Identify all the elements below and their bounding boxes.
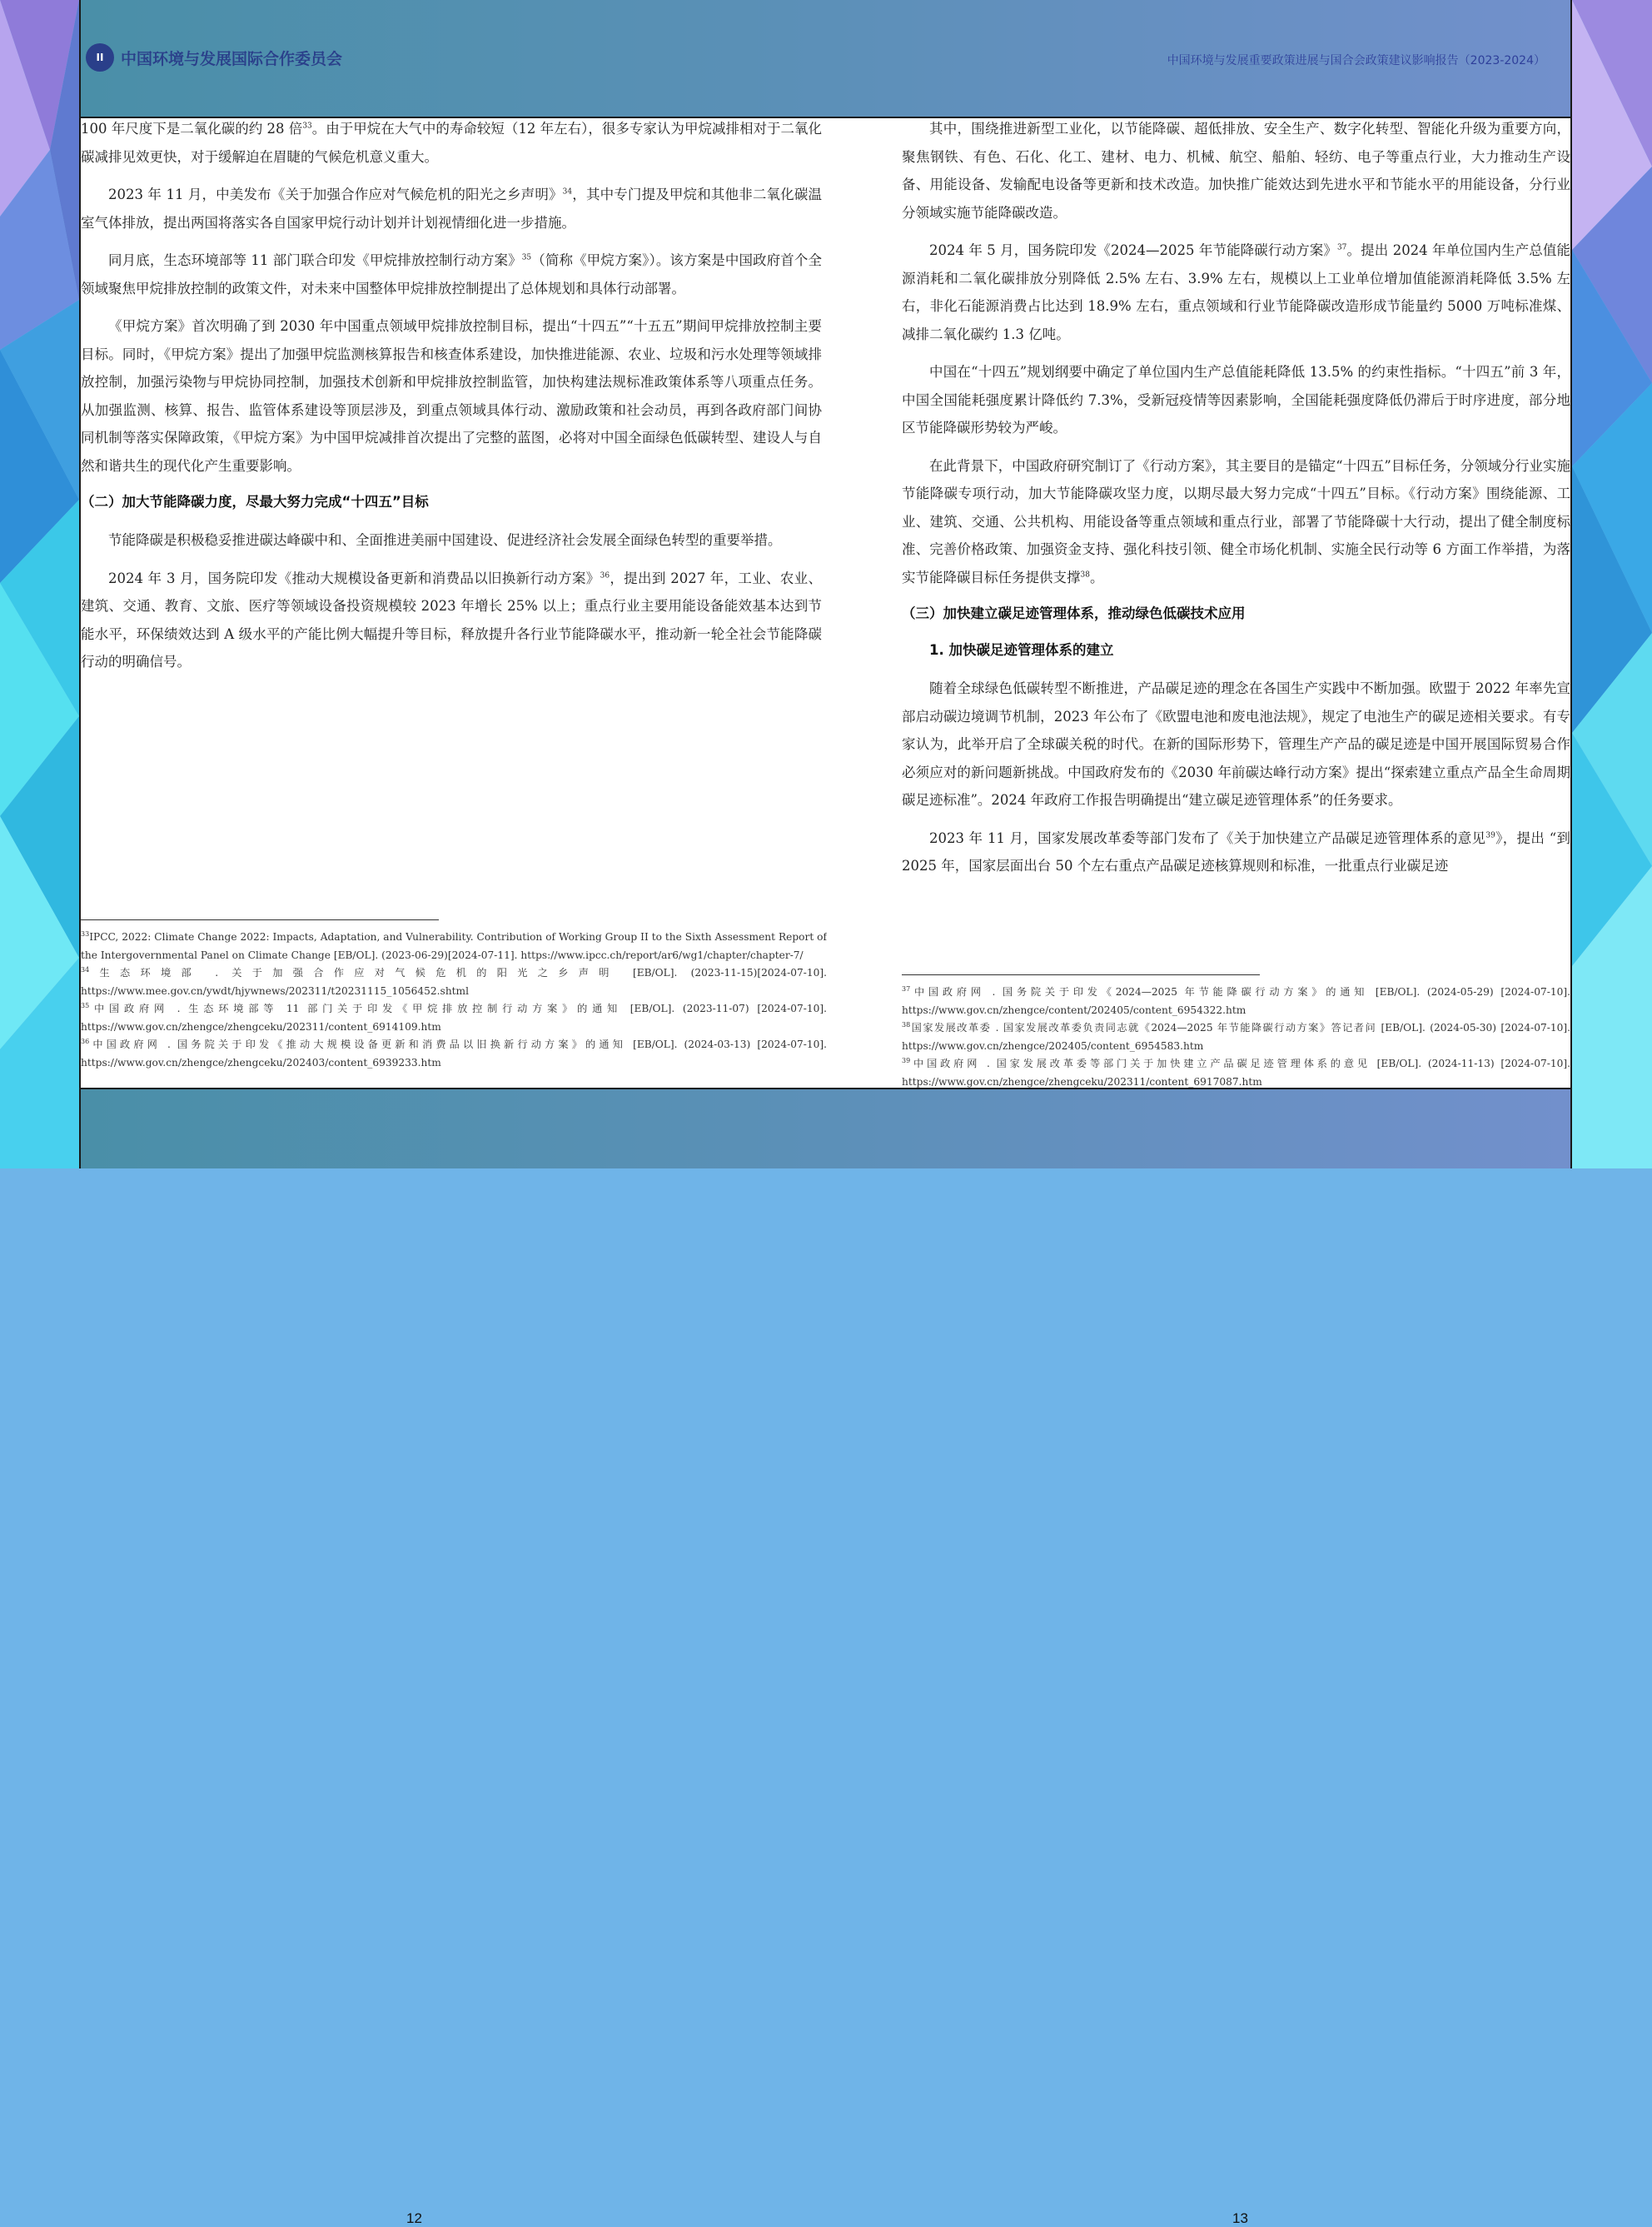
- text: 2024 年 3 月，国务院印发《推动大规模设备更新和消费品以旧换新行动方案》: [108, 570, 600, 586]
- footnote-number: 33: [81, 929, 90, 938]
- footnote-text: 生态环境部 . 关于加强合作应对气候危机的阳光之乡声明 [EB/OL]. (2023-11-15)[2024-07-10]. https://www.mee.gov.cn/ywdt/hjywnews/202311/t20231115_1056452.shtml: [81, 967, 827, 997]
- footnote: [81, 964, 827, 1000]
- text: 2023 年 11 月，国家发展改革委等部门发布了《关于加快建立产品碳足迹管理体系的意见: [929, 830, 1486, 846]
- cciced-logo-icon: II: [86, 43, 114, 72]
- text: 。: [1089, 569, 1104, 585]
- footnote-text: IPCC, 2022: Climate Change 2022: Impacts, Adaptation, and Vulnerability. Contribution of Working Group II to the Sixth Assessment Report of the Intergovernmental Panel on Climate Change [EB/OL]. (2023-06-29)[2024-07-11]. https://www.ipcc.ch/report/ar6/wg1/chapter/chapter-7/: [81, 931, 827, 961]
- footnote: [902, 1055, 1570, 1088]
- footnote: [81, 929, 827, 964]
- footnote-text: 中国政府网 . 国务院关于印发《2024—2025 年节能降碳行动方案》的通知 [EB/OL]. (2024-05-29) [2024-07-10]. https://www.gov.cn/zhengce/content/202405/content_6954322.htm: [902, 986, 1570, 1016]
- footnote-number: 35: [81, 1001, 90, 1009]
- paragraph: [902, 452, 1570, 592]
- text: 。提出 2024 年单位国内生产总值能源消耗和二氧化碳排放分别降低 2.5% 左右、3.9% 左右，规模以上工业单位增加值能源消耗降低 3.5% 左右，非化石能源消费占比达到 18.9% 左右，重点领域和行业节能降碳改造形成节能量约 5000 万吨标准煤、减排二氧化碳约 1.3 亿吨。: [902, 242, 1570, 342]
- text: 2023 年 11 月，中美发布《关于加强合作应对气候危机的阳光之乡声明》: [108, 187, 563, 202]
- section-heading: （二）加大节能降碳力度，尽最大努力完成“十四五”目标: [81, 494, 429, 510]
- paragraph: 随着全球绿色低碳转型不断推进，产品碳足迹的理念在各国生产实践中不断加强。欧盟于 2022 年率先宣部启动碳边境调节机制，2023 年公布了《欧盟电池和废电池法规》，规定了电池生产的碳足迹相关要求。有专家认为，此举开启了全球碳关税的时代。在新的国际形势下，管理生产产品的碳足迹是中国开展国际贸易合作必须应对的新问题新挑战。中国政府发布的《2030 年前碳达峰行动方案》提出“探索建立重点产品全生命周期碳足迹标准”。2024 年政府工作报告明确提出“建立碳足迹管理体系”的任务要求。: [902, 680, 1570, 808]
- paragraph: 其中，围绕推进新型工业化，以节能降碳、超低排放、安全生产、数字化转型、智能化升级为重要方向，聚焦钢铁、有色、石化、化工、建材、电力、机械、航空、船舶、轻纺、电子等重点行业，大力推动生产设备、用能设备、发输配电设备等更新和技术改造。加快推广能效达到先进水平和节能水平的用能设备，分行业分领域实施节能降碳改造。: [902, 121, 1570, 221]
- footnote-ref[interactable]: 34: [562, 187, 573, 197]
- subsection-heading: 1. 加快碳足迹管理体系的建立: [929, 642, 1114, 658]
- paragraph: [81, 247, 822, 302]
- left-page: [81, 118, 827, 1088]
- page-number-right: 13: [1232, 2210, 1248, 2226]
- paragraph: [902, 237, 1570, 348]
- page-header: [81, 0, 1570, 118]
- footnote-text: 中国政府网 . 国务院关于印发《推动大规模设备更新和消费品以旧换新行动方案》的通知 [EB/OL]. (2024-03-13) [2024-07-10]. https://www.gov.cn/zhengce/zhengceku/202403/content_6939233.htm: [81, 1039, 827, 1069]
- paragraph: 《甲烷方案》首次明确了到 2030 年中国重点领域甲烷排放控制目标，提出“十四五”“十五五”期间甲烷排放控制主要目标。同时，《甲烷方案》提出了加强甲烷监测核算报告和核查体系建设，加快推进能源、农业、垃圾和污水处理等领域排放控制，加强污染物与甲烷协同控制，加强技术创新和甲烷排放控制监管，加快构建法规标准政策体系等八项重点任务。从加强监测、核算、报告、监管体系建设等顶层涉及，到重点领域具体行动、激励政策和社会动员，再到各政府部门间协同机制等落实保障政策，《甲烷方案》为中国甲烷减排首次提出了完整的蓝图，必将对中国全面绿色低碳转型、建设人与自然和谐共生的现代化产生重要影响。: [81, 318, 822, 474]
- page-footer: [81, 1088, 1570, 2226]
- text: ，提出到 2027 年，工业、农业、建筑、交通、教育、文旅、医疗等领域设备投资规模较 2023 年增长 25% 以上；重点行业主要用能设备能效基本达到节能水平，环保绩效达到 A 级水平的产能比例大幅提升等目标，释放提升各行业节能降碳水平，推动新一轮全社会节能降碳行动的明确信号。: [81, 570, 822, 670]
- org-logo: [86, 43, 342, 72]
- footnote-ref[interactable]: 35: [521, 253, 532, 262]
- org-name: 中国环境与发展国际合作委员会: [121, 49, 343, 68]
- footnote: [902, 1019, 1570, 1055]
- paragraph: [81, 565, 822, 676]
- section-heading: （三）加快建立碳足迹管理体系，推动绿色低碳技术应用: [902, 605, 1246, 621]
- text: ，其中专门提及甲烷和其他非二氧化碳温室气体排放，提出两国将落实各自国家甲烷行动计划并计划视情细化进一步措施。: [81, 187, 822, 231]
- text-line: 100 年尺度下是二氧化碳的约 28 倍: [81, 121, 303, 137]
- footnote-ref[interactable]: 38: [1080, 570, 1090, 579]
- footnote: [81, 1000, 827, 1036]
- footnote-divider: [81, 919, 439, 920]
- footnote: [902, 984, 1570, 1019]
- footnote-ref[interactable]: 36: [600, 571, 610, 580]
- report-title: 中国环境与发展重要政策进展与国合会政策建议影响报告（2023-2024）: [1167, 54, 1545, 67]
- document-spread: [79, 0, 1572, 2226]
- footnote-number: 39: [902, 1056, 911, 1064]
- footnote-number: 37: [902, 984, 911, 993]
- text: 在此背景下，中国政府研究制订了《行动方案》，其主要目的是锚定“十四五”目标任务，分领域分行业实施节能降碳专项行动，加大节能降碳攻坚力度，以期尽最大努力完成“十四五”目标。《行动方案》围绕能源、工业、建筑、交通、公共机构、用能设备等重点领域和重点行业，部署了节能降碳十大行动，提出了健全制度标准、完善价格政策、加强资金支持、强化科技引领、健全市场化机制、实施全民行动等 6 方面工作举措，为落实节能降碳目标任务提供支撑: [902, 457, 1570, 585]
- paragraph: [81, 181, 822, 237]
- text-line: 甲烷减排相对于二氧化碳减排见效更快，对于缓解迫在眉睫的气候危机意义重大。: [81, 121, 823, 165]
- footnote: [81, 1036, 827, 1072]
- footnote-number: 34: [81, 965, 90, 974]
- text-line: 。由于甲烷在大气中的寿命较短（12 年左右），很多专家认为: [311, 121, 684, 137]
- text: （简称《甲烷方案》）。该方案是中国政府首个全领域聚焦甲烷排放控制的政策文件，对未来中国整体甲烷排放控制提出了总体规划和具体行动部署。: [81, 252, 822, 296]
- footnote-ref[interactable]: 39: [1485, 831, 1495, 839]
- paragraph: 节能降碳是积极稳妥推进碳达峰碳中和、全面推进美丽中国建设、促进经济社会发展全面绿色转型的重要举措。: [108, 532, 782, 548]
- footnote-number: 36: [81, 1037, 90, 1045]
- text: 2024 年 5 月，国务院印发《2024—2025 年节能降碳行动方案》: [929, 242, 1337, 258]
- text: 同月底，生态环境部等 11 部门联合印发《甲烷排放控制行动方案》: [108, 252, 522, 268]
- footnote-ref[interactable]: 33: [302, 122, 312, 131]
- footnote-text: 中国政府网 . 生态环境部等 11 部门关于印发《甲烷排放控制行动方案》的通知 [EB/OL]. (2023-11-07) [2024-07-10]. https://www.gov.cn/zhengce/zhengceku/202311/content_6914109.htm: [81, 1003, 827, 1033]
- text: 》，提出 “到 2025 年，国家层面出台 50 个左右重点产品碳足迹核算规则和标准，一批重点行业碳足迹: [902, 830, 1570, 874]
- paragraph: 中国在“十四五”规划纲要中确定了单位国内生产总值能耗降低 13.5% 的约束性指标。“十四五”前 3 年，中国全国能耗强度累计降低约 7.3%，受新冠疫情等因素影响，全国能耗强度降低仍滞后于时序进度，部分地区节能降碳形势较为严峻。: [902, 364, 1570, 436]
- page-number-left: 12: [406, 2210, 422, 2226]
- footnotes-right: [902, 974, 1570, 1088]
- footnote-divider: [902, 974, 1260, 975]
- footnote-number: 38: [902, 1020, 911, 1029]
- paragraph: [81, 118, 822, 171]
- footnote-text: 中国政府网 . 国家发展改革委等部门关于加快建立产品碳足迹管理体系的意见 [EB/OL]. (2024-11-13) [2024-07-10]. https://www.gov.cn/zhengce/zhengceku/202311/content_6917087.htm: [902, 1058, 1570, 1088]
- footnote-ref[interactable]: 37: [1336, 243, 1347, 252]
- paragraph: [902, 825, 1570, 880]
- right-page: [827, 118, 1570, 1088]
- footnote-text: 国家发展改革委 . 国家发展改革委负责同志就《2024—2025 年节能降碳行动方案》答记者问 [EB/OL]. (2024-05-30) [2024-07-10]. https://www.gov.cn/zhengce/202405/content_6954583.htm: [902, 1022, 1570, 1052]
- footnotes-left: [81, 919, 827, 1072]
